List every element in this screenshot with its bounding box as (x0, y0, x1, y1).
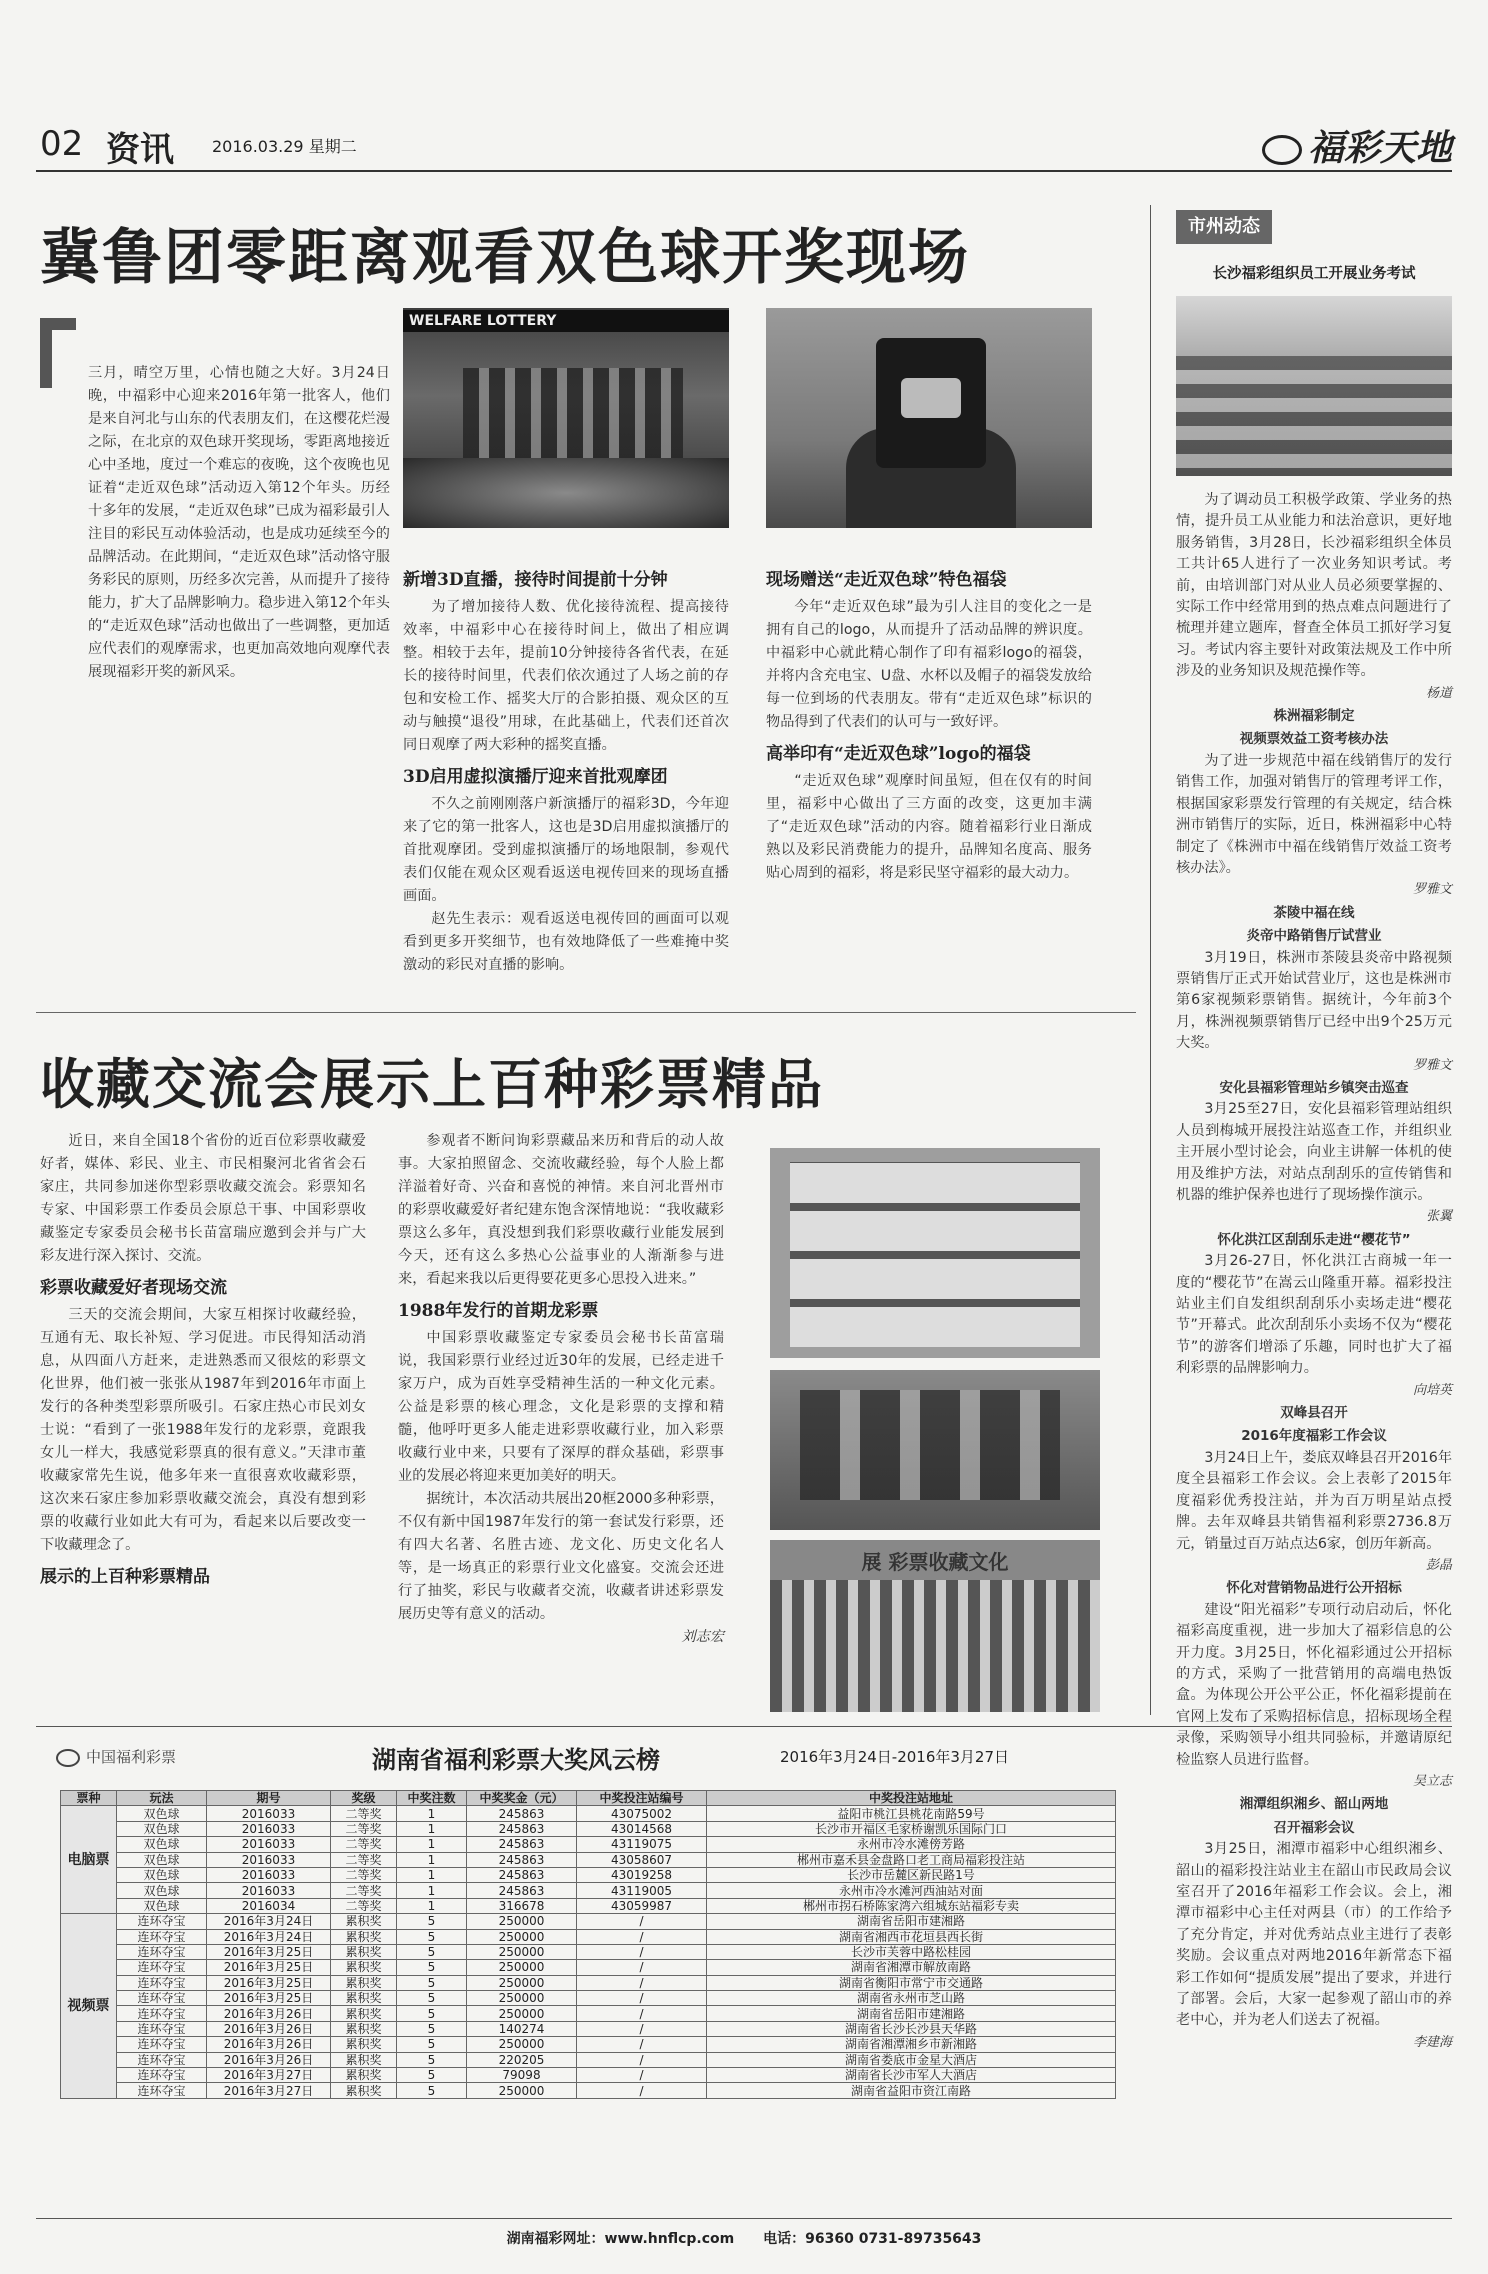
table-body (61, 1806, 1116, 2098)
table-cell: / (577, 2006, 707, 2021)
photo-tickets (790, 1162, 1080, 1347)
table-cell: / (577, 1975, 707, 1990)
footer-phone: 电话：96360 0731-89735643 (763, 2231, 982, 2247)
table-cell: 5 (397, 1991, 467, 2006)
table-cell: 250000 (467, 2006, 577, 2021)
table-cell: 2016年3月26日 (207, 2021, 331, 2036)
table-header-row (61, 1791, 1116, 1806)
table-cell: 140274 (467, 2021, 577, 2036)
photo-group-people (463, 368, 683, 458)
table-cell: 2016033 (207, 1867, 331, 1882)
table-row (61, 1883, 1116, 1898)
table-cell: 累积奖 (331, 1975, 397, 1990)
article2-paragraph: 据统计，本次活动共展出20框2000多种彩票，不仅有新中国1987年发行的第一套试发行彩票，还有四大名著、名胜古迹、龙文化、历史文化名人等，是一场真正的彩票行业文化盛宴。交流会还进行了抽奖，彩民与收藏者交流，收藏者讲述彩票发展历史等有意义的活动。 (398, 1491, 724, 1622)
lead-bracket (40, 318, 76, 388)
table-cell: 累积奖 (331, 2006, 397, 2021)
table-cell: / (577, 2083, 707, 2098)
table-cell: 2016033 (207, 1852, 331, 1867)
sidebar-news-byline: 彭晶 (1425, 1557, 1452, 1573)
sidebar-news-list (1176, 490, 1452, 2053)
fucai-logo-icon (1262, 135, 1302, 165)
table-cell: 2016年3月27日 (207, 2068, 331, 2083)
table-cell: 2016年3月26日 (207, 2037, 331, 2052)
article2-byline: 刘志宏 (681, 1629, 724, 1645)
table-cell: 5 (397, 1914, 467, 1929)
table-cell: / (577, 1944, 707, 1959)
table-row (61, 1852, 1116, 1867)
table-cell: 累积奖 (331, 1960, 397, 1975)
table-cell: 湖南省益阳市资江南路 (707, 2083, 1116, 2098)
table-cell: 永州市冷水滩傍芳路 (707, 1837, 1116, 1852)
table-cell: 250000 (467, 1991, 577, 2006)
table-cell: 累积奖 (331, 2068, 397, 2083)
table-cell: 43119005 (577, 1883, 707, 1898)
table-cell: 双色球 (117, 1867, 207, 1882)
table-column-header: 期号 (207, 1791, 331, 1806)
table-cell: 二等奖 (331, 1821, 397, 1836)
photo-lottery-tickets (770, 1148, 1100, 1358)
table-brand-text: 中国福利彩票 (86, 1748, 177, 1766)
table-category-cell: 电脑票 (61, 1806, 117, 1914)
table-cell: 43059987 (577, 1898, 707, 1913)
table-cell: / (577, 2021, 707, 2036)
table-column-header: 中奖注数 (397, 1791, 467, 1806)
article2-subhead: 1988年发行的首期龙彩票 (398, 1301, 599, 1321)
table-cell: 245863 (467, 1837, 577, 1852)
table-cell: 250000 (467, 1960, 577, 1975)
column-divider (1150, 205, 1151, 1715)
table-title: 湖南省福利彩票大奖风云榜 (372, 1745, 660, 1774)
article2-paragraph: 近日，来自全国18个省份的近百位彩票收藏爱好者，媒体、彩民、业主、市民相聚河北省省会石家庄，共同参加迷你型彩票收藏交流会。彩票知名专家、中国彩票工作委员会原总干事、中国彩票收藏鉴定专家委员会秘书长苗富瑞应邀到会并与广大彩友进行深入探讨、交流。 (40, 1133, 366, 1264)
article1-paragraph: 赵先生表示：观看返送电视传回的画面可以观看到更多开奖细节，也有效地降低了一些难掩中奖激动的彩民对直播的影响。 (403, 911, 729, 973)
table-cell: 220205 (467, 2052, 577, 2067)
table-cell: 43014568 (577, 1821, 707, 1836)
footer-rule (36, 2218, 1452, 2219)
table-column-header: 中奖奖金（元） (467, 1791, 577, 1806)
table-cell: / (577, 1929, 707, 1944)
article2-col1 (40, 1130, 366, 1593)
table-cell: 连环夺宝 (117, 2021, 207, 2036)
table-cell: 2016033 (207, 1837, 331, 1852)
sidebar-news-byline: 李建海 (1412, 2034, 1452, 2050)
table-cell: 二等奖 (331, 1837, 397, 1852)
table-cell: 湖南省永州市芝山路 (707, 1991, 1116, 2006)
photo-collectors (770, 1370, 1100, 1530)
table-cell: 245863 (467, 1806, 577, 1821)
sidebar-news-title: 长沙福彩组织员工开展业务考试 (1212, 265, 1416, 282)
sidebar-news-text: 为了调动员工积极学政策、学业务的热情，提升员工从业能力和法治意识，更好地服务销售，3月28日，长沙福彩组织全体员工共计65人进行了一次业务知识考试。考前，由培训部门对从业人员必须要掌握的、实际工作中经常用到的热点难点问题进行了梳理并建立题库，督查全体员工抓好学习复习。考试内容主要针对政策法规及工作中所涉及的业务知识及规范操作等。 (1176, 492, 1452, 680)
photo-banner-text: WELFARE LOTTERY (403, 310, 729, 332)
table-cell: 43019258 (577, 1867, 707, 1882)
issue-date: 2016.03.29 星期二 (212, 137, 357, 156)
table-cell: 连环夺宝 (117, 1929, 207, 1944)
table-cell: 250000 (467, 2037, 577, 2052)
photo-sign-text: 展 彩票收藏文化 (861, 1550, 1009, 1574)
sidebar-news-byline: 罗雅文 (1412, 1057, 1452, 1073)
table-cell: 1 (397, 1852, 467, 1867)
article1-col3 (766, 560, 1092, 885)
table-cell: 1 (397, 1837, 467, 1852)
prize-table-header (36, 1740, 1166, 1776)
photo-exam-rows (1176, 356, 1452, 476)
table-cell: 湖南省长沙市军人大酒店 (707, 2068, 1116, 2083)
table-cell: 2016年3月25日 (207, 1975, 331, 1990)
table-row (61, 1898, 1116, 1913)
table-cell: 5 (397, 2052, 467, 2067)
table-cell: 连环夺宝 (117, 1975, 207, 1990)
table-column-header: 中奖投注站编号 (577, 1791, 707, 1806)
table-cell: 湖南省湘西市花垣县西长街 (707, 1929, 1116, 1944)
table-row (61, 2083, 1116, 2098)
table-cell: 湖南省岳阳市建湘路 (707, 1914, 1116, 1929)
table-cell: 2016年3月26日 (207, 2052, 331, 2067)
table-cell: 250000 (467, 1944, 577, 1959)
article1-paragraph: “走近双色球”观摩时间虽短，但在仅有的时间里，福彩中心做出了三方面的改变，这更加丰满了“走近双色球”活动的内容。随着福彩行业日渐成熟以及彩民消费能力的提升，品牌知名度高、服务贴心周到的福彩，将是彩民坚守福彩的最大动力。 (766, 773, 1092, 881)
table-cell: 湖南省湘潭市解放南路 (707, 1960, 1116, 1975)
table-cell: 2016034 (207, 1898, 331, 1913)
logo-text: 福彩天地 (1307, 128, 1452, 169)
table-cell: 湖南省长沙长沙县天华路 (707, 2021, 1116, 2036)
table-cell: 2016年3月25日 (207, 1944, 331, 1959)
table-cell: / (577, 1991, 707, 2006)
table-cell: 2016年3月24日 (207, 1914, 331, 1929)
table-cell: 245863 (467, 1867, 577, 1882)
photo-exam-room (1176, 296, 1452, 476)
table-row (61, 1914, 1116, 1929)
table-cell: 1 (397, 1898, 467, 1913)
sidebar-news-text: 3月25日，湘潭市福彩中心组织湘乡、韶山的福彩投注站业主在韶山市民政局会议室召开了2016年福彩工作会议。会上，湘潭市福彩中心主任对两县（市）的工作给予了充分肯定，并对优秀站点业主进行了表彰奖励。会议重点对两地2016年新常态下福彩工作如何“提质发展”提出了要求，并进行了部署。会后，大家一起参观了韶山市的养老中心，并为老人们送去了祝福。 (1176, 1841, 1452, 2029)
table-cell: 双色球 (117, 1898, 207, 1913)
table-cell: 250000 (467, 1914, 577, 1929)
table-cell: 双色球 (117, 1837, 207, 1852)
table-cell: 5 (397, 1975, 467, 1990)
table-cell: 连环夺宝 (117, 1960, 207, 1975)
sidebar-news-text: 3月26-27日，怀化洪江古商城一年一度的“樱花节”在嵩云山隆重开幕。福彩投注站业主们自发组织刮刮乐小卖场走进“樱花节”开幕式。此次刮刮乐小卖场不仅为“樱花节”的游客们增添了乐趣，同时也扩大了福利彩票的品牌影响力。 (1176, 1253, 1452, 1377)
article2-paragraph: 参观者不断问询彩票藏品来历和背后的动人故事。大家拍照留念、交流收藏经验，每个人脸上都洋溢着好奇、兴奋和喜悦的神情。来自河北晋州市的彩票收藏爱好者纪建东饱含深情地说：“我收藏彩票这么多年，真没想到我们彩票收藏行业能发展到今天，还有这么多热心公益事业的人渐渐参与进来，看起来我以后更得要花更多心思投入进来。” (398, 1133, 724, 1287)
table-row (61, 1944, 1116, 1959)
table-cell: 湖南省衡阳市常宁市交通路 (707, 1975, 1116, 1990)
table-cell: 湖南省娄底市金星大酒店 (707, 2052, 1116, 2067)
article2-col2 (398, 1130, 724, 1649)
table-cell: 2016年3月25日 (207, 1960, 331, 1975)
table-cell: 连环夺宝 (117, 1944, 207, 1959)
photo-stage (403, 458, 729, 528)
table-cell: 湖南省湘潭湘乡市新湘路 (707, 2037, 1116, 2052)
table-cell: 累积奖 (331, 1914, 397, 1929)
table-brand (56, 1746, 176, 1767)
sidebar-news-title: 召开福彩会议 (1273, 1819, 1355, 1836)
table-cell: 长沙市芙蓉中路松桂园 (707, 1944, 1116, 1959)
article1-subhead: 现场赠送“走近双色球”特色福袋 (766, 570, 1007, 590)
table-row (61, 1867, 1116, 1882)
sidebar-news-title: 视频票效益工资考核办法 (1239, 731, 1389, 748)
table-cell: 5 (397, 2037, 467, 2052)
table-cell: 2016年3月24日 (207, 1929, 331, 1944)
table-category-cell: 视频票 (61, 1914, 117, 2099)
table-column-header: 票种 (61, 1791, 117, 1806)
photo-display-wall (770, 1580, 1100, 1712)
page-header (36, 118, 1452, 168)
table-row (61, 2068, 1116, 2083)
table-cell: 2016033 (207, 1806, 331, 1821)
table-cell: / (577, 1914, 707, 1929)
table-cell: 连环夺宝 (117, 2083, 207, 2098)
sidebar-news-title: 怀化对营销物品进行公开招标 (1226, 1580, 1402, 1597)
sidebar-news-title: 茶陵中福在线 (1273, 904, 1355, 921)
sidebar-news-text: 建设“阳光福彩”专项行动启动后，怀化福彩高度重视，进一步加大了福彩信息的公开力度。3月25日，怀化福彩通过公开招标的方式，采购了一批营销用的高端电热饭盒。为体现公开公平公正，怀化福彩提前在官网上发布了采购招标信息，招标现场全程录像，采购领导小组共同验标，并邀请原纪检监察人员进行监督。 (1176, 1601, 1452, 1768)
article2-paragraph: 中国彩票收藏鉴定专家委员会秘书长苗富瑞说，我国彩票行业经过近30年的发展，已经走进千家万户，成为百姓享受精神生活的一种文化元素。公益是彩票的核心理念，文化是彩票的支撑和精髓，他呼吁更多人能走进彩票收藏行业，加入彩票收藏行业中来，只要有了深厚的群众基础，彩票事业的发展必将迎来更加美好的明天。 (398, 1330, 724, 1484)
table-cell: 二等奖 (331, 1898, 397, 1913)
article1-lead: 三月，晴空万里，心情也随之大好。3月24日晚，中福彩中心迎来2016年第一批客人，他们是来自河北与山东的代表朋友们，在这樱花烂漫之际，在北京的双色球开奖现场，零距离地接近心中圣地，度过一个难忘的夜晚，这个夜晚也见证着“走近双色球”活动迈入第12个年头。历经十多年的发展，“走近双色球”已成为福彩最引人注目的彩民互动体验活动，也是成功延续至今的品牌活动。在此期间，“走近双色球”活动恪守服务彩民的原则，历经多次完善，从而提升了接待能力，扩大了品牌影响力。稳步进入第12个年头的“走近双色球”活动也做出了一些调整，更加适应代表们的观摩需求，也更加高效地向观摩代表展现福彩开奖的新风采。 (88, 365, 390, 680)
footer-website: 湖南福彩网址：www.hnflcp.com (506, 2231, 735, 2247)
table-cell: 累积奖 (331, 1991, 397, 2006)
article1-col2 (403, 560, 729, 977)
table-cell: 二等奖 (331, 1883, 397, 1898)
table-cell: 连环夺宝 (117, 1914, 207, 1929)
table-cell: 连环夺宝 (117, 2052, 207, 2067)
table-cell: 5 (397, 1960, 467, 1975)
sidebar-news-text: 为了进一步规范中福在线销售厅的发行销售工作，加强对销售厅的管理考评工作，根据国家彩票发行管理的有关规定，结合株洲市销售厅的实际，近日，株洲福彩中心特制定了《株洲市中福在线销售厅效益工资考核办法》。 (1176, 752, 1452, 876)
section-divider (36, 1012, 1136, 1013)
table-divider (36, 1726, 1452, 1727)
table-cell: / (577, 2068, 707, 2083)
table-cell: 245863 (467, 1821, 577, 1836)
table-cell: 双色球 (117, 1883, 207, 1898)
table-column-header: 奖级 (331, 1791, 397, 1806)
table-cell: 累积奖 (331, 2052, 397, 2067)
table-cell: 二等奖 (331, 1852, 397, 1867)
table-date-range: 2016年3月24日-2016年3月27日 (780, 1748, 1010, 1766)
table-cell: 益阳市桃江县桃花南路59号 (707, 1806, 1116, 1821)
table-row (61, 1991, 1116, 2006)
sidebar-news-text: 3月25至27日，安化县福彩管理站组织人员到梅城开展投注站巡查工作，并组织业主开展小型讨论会，向业主讲解一体机的使用及维护方法，对站点刮刮乐的宣传销售和机器的维护保养也进行了现场操作演示。 (1176, 1101, 1452, 1203)
table-cell: 累积奖 (331, 1944, 397, 1959)
sidebar-news-title: 株洲福彩制定 (1273, 708, 1355, 725)
photo-lucky-bag (766, 308, 1092, 528)
article1-paragraph: 不久之前刚刚落户新演播厅的福彩3D，今年迎来了它的第一批客人，这也是3D启用虚拟演播厅的首批观摩团。受到虚拟演播厅的场地限制，参观代表们仅能在观众区观看返送电视传回来的现场直播画面。 (403, 796, 729, 904)
table-cell: 累积奖 (331, 2083, 397, 2098)
table-cell: 湖南省岳阳市建湘路 (707, 2006, 1116, 2021)
photo-draw-studio (403, 308, 729, 528)
table-cell: 2016年3月25日 (207, 1991, 331, 2006)
table-cell: 长沙市开福区毛家桥谢凯乐国际门口 (707, 1821, 1116, 1836)
table-cell: 累积奖 (331, 2037, 397, 2052)
table-row (61, 1975, 1116, 1990)
sidebar-news-title: 双峰县召开 (1280, 1405, 1348, 1422)
photo-exhibition (770, 1540, 1100, 1712)
table-cell: 连环夺宝 (117, 2068, 207, 2083)
table-row (61, 1837, 1116, 1852)
table-row (61, 2037, 1116, 2052)
table-row (61, 2006, 1116, 2021)
fucai-logo-icon (56, 1749, 80, 1767)
table-cell: 2016年3月27日 (207, 2083, 331, 2098)
table-cell: 43119075 (577, 1837, 707, 1852)
sidebar-news-byline: 张翼 (1425, 1209, 1452, 1225)
table-cell: 5 (397, 1929, 467, 1944)
table-cell: 1 (397, 1867, 467, 1882)
table-cell: / (577, 2037, 707, 2052)
article1-headline: 冀鲁团零距离观看双色球开奖现场 (40, 223, 970, 293)
sidebar-news-title: 2016年度福彩工作会议 (1241, 1428, 1387, 1445)
sidebar-news-byline: 杨道 (1425, 685, 1452, 701)
table-cell: 累积奖 (331, 1929, 397, 1944)
table-row (61, 2021, 1116, 2036)
table-cell: 双色球 (117, 1821, 207, 1836)
article1-subhead: 3D启用虚拟演播厅迎来首批观摩团 (403, 767, 668, 787)
table-cell: 316678 (467, 1898, 577, 1913)
article2-headline: 收藏交流会展示上百种彩票精品 (40, 1052, 824, 1116)
table-cell: 1 (397, 1883, 467, 1898)
table-row (61, 2052, 1116, 2067)
page-footer (0, 2228, 1488, 2248)
page-number: 02 (40, 124, 84, 164)
table-cell: 43058607 (577, 1852, 707, 1867)
sidebar-news-title: 湘潭组织湘乡、韶山两地 (1239, 1796, 1389, 1813)
table-cell: 5 (397, 2006, 467, 2021)
table-cell: 永州市冷水滩河西油站对面 (707, 1883, 1116, 1898)
table-row (61, 1929, 1116, 1944)
table-cell: 250000 (467, 2083, 577, 2098)
table-cell: 5 (397, 2021, 467, 2036)
sidebar-news-text: 3月19日，株洲市茶陵县炎帝中路视频票销售厅正式开始试营业厅，这也是株洲市第6家视频彩票销售。据统计，今年前3个月，株洲视频票销售厅已经中出9个25万元大奖。 (1176, 949, 1452, 1052)
photo-people (800, 1390, 1060, 1500)
table-cell: 79098 (467, 2068, 577, 2083)
table-cell: 双色球 (117, 1852, 207, 1867)
table-cell: 郴州市拐石桥陈家湾六组城东站福彩专卖 (707, 1898, 1116, 1913)
article2-subhead: 展示的上百种彩票精品 (40, 1567, 210, 1587)
header-rule (36, 170, 1452, 172)
table-cell: 郴州市嘉禾县金盘路口老工商局福彩投注站 (707, 1852, 1116, 1867)
table-cell: 长沙市岳麓区新民路1号 (707, 1867, 1116, 1882)
table-cell: 连环夺宝 (117, 1991, 207, 2006)
table-row (61, 1960, 1116, 1975)
table-cell: 连环夺宝 (117, 2006, 207, 2021)
article1-subhead: 新增3D直播，接待时间提前十分钟 (403, 570, 668, 590)
prize-table (60, 1790, 1116, 2099)
table-column-header: 玩法 (117, 1791, 207, 1806)
photo-bag (876, 338, 986, 468)
table-cell: 2016年3月26日 (207, 2006, 331, 2021)
article2-subhead: 彩票收藏爱好者现场交流 (40, 1278, 227, 1298)
sidebar-news-text: 3月24日上午，娄底双峰县召开2016年度全县福彩工作会议。会上表彰了2015年度福彩优秀投注站，并为百万明星站点授牌。去年双峰县共销售福利彩票2736.8万元，销量过百万站点达6家，创历年新高。 (1176, 1449, 1453, 1552)
sidebar-news-title: 怀化洪江区刮刮乐走进“樱花节” (1217, 1231, 1411, 1248)
table-row (61, 1806, 1116, 1821)
table-cell: 累积奖 (331, 2021, 397, 2036)
section-title: 资讯 (106, 130, 174, 170)
article1-paragraph: 今年“走近双色球”最为引人注目的变化之一是拥有自己的logo，从而提升了活动品牌的辨识度。中福彩中心就此精心制作了印有福彩logo的福袋，并将内含充电宝、U盘、水杯以及帽子的福袋发放给每一位到场的代表朋友。带有“走近双色球”标识的物品得到了代表们的认可与一致好评。 (766, 599, 1092, 730)
table-cell: 250000 (467, 1929, 577, 1944)
table-cell: 1 (397, 1806, 467, 1821)
article1-paragraph: 为了增加接待人数、优化接待流程、提高接待效率，中福彩中心在接待时间上，做出了相应调整。相较于去年，提前10分钟接待各省代表，在延长的接待时间里，代表们依次通过了人场之前的存包和安检工作、摇奖大厅的合影拍摄、观众区的互动与触摸“退役”用球，在此基础上，代表们还首次同日观摩了两大彩种的摇奖直播。 (403, 599, 729, 753)
photo-caption: 高举印有“走近双色球”logo的福袋 (766, 744, 1031, 764)
table-cell: 连环夺宝 (117, 2037, 207, 2052)
table-cell: 5 (397, 2068, 467, 2083)
table-cell: 二等奖 (331, 1806, 397, 1821)
sidebar-tag: 市州动态 (1176, 210, 1272, 244)
sidebar-news-title: 炎帝中路销售厅试营业 (1246, 928, 1382, 945)
table-cell: / (577, 2052, 707, 2067)
table-column-header: 中奖投注站地址 (707, 1791, 1116, 1806)
masthead-logo (1262, 120, 1452, 171)
table-cell: 二等奖 (331, 1867, 397, 1882)
table-cell: 245863 (467, 1883, 577, 1898)
sidebar-news-title: 安化县福彩管理站乡镇突击巡查 (1219, 1079, 1409, 1096)
table-cell: 双色球 (117, 1806, 207, 1821)
table-cell: 1 (397, 1821, 467, 1836)
table-cell: 43075002 (577, 1806, 707, 1821)
table-row (61, 1821, 1116, 1836)
table-cell: 245863 (467, 1852, 577, 1867)
table-cell: 250000 (467, 1975, 577, 1990)
table-cell: 2016033 (207, 1821, 331, 1836)
table-cell: 5 (397, 1944, 467, 1959)
sidebar-news-byline: 罗雅文 (1412, 882, 1452, 898)
article2-paragraph: 三天的交流会期间，大家互相探讨收藏经验，互通有无、取长补短、学习促进。市民得知活动消息，从四面八方赶来，走进熟悉而又很炫的彩票文化世界，他们被一张张从1987年到2016年市面上发行的各种类型彩票所吸引。石家庄热心市民刘女士说：“看到了一张1988年发行的龙彩票，竟跟我女儿一样大，我感觉彩票真的很有意义。”天津市董收藏家常先生说，他多年来一直很喜欢收藏彩票，这次来石家庄参加彩票收藏交流会，真没有想到彩票的收藏行业如此大有可为，看起来以后要改变一下收藏理念了。 (40, 1307, 366, 1553)
table-cell: 5 (397, 2083, 467, 2098)
sidebar-news-byline: 向培英 (1412, 1382, 1452, 1398)
table-cell: / (577, 1960, 707, 1975)
sidebar-news-byline: 吴立志 (1412, 1773, 1452, 1789)
table-cell: 2016033 (207, 1883, 331, 1898)
